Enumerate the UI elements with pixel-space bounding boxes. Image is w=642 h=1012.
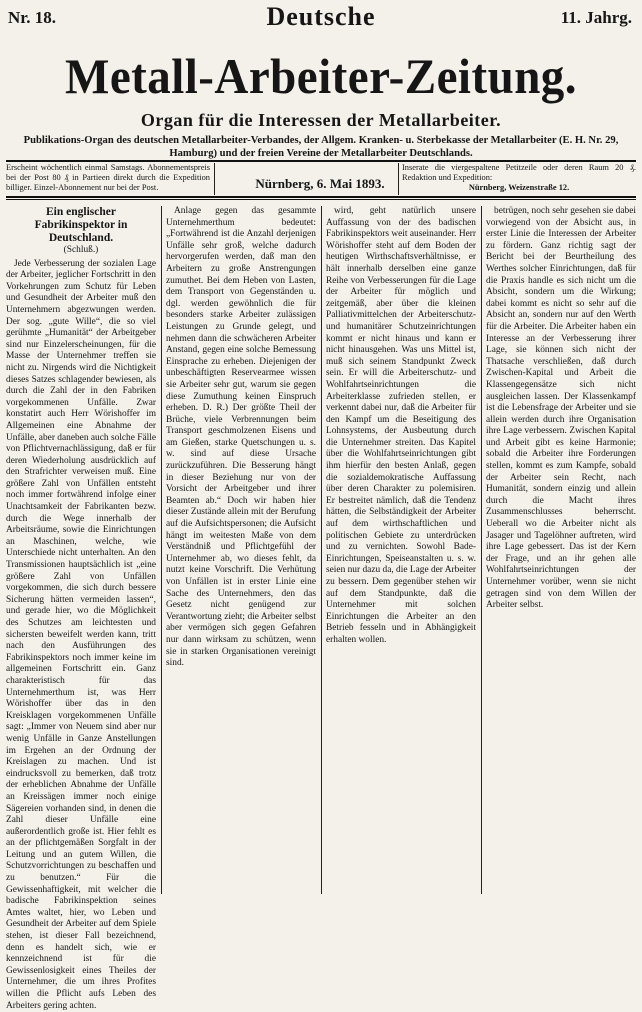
column-text: Jede Verbesserung der sozialen Lage der Arbeiter, jeglicher Fortschritt in den Vorkehrungen zum Schutz für Leben und Gesundheit der Arbeiter muß den Unternehmern abgezwungen werden. Der sog. „gute Wille“, die so viel gerühmte „Humanität“ der Arbeitgeber sind nur Einzelerscheinungen, für die Masse der Unternehmer treffen sie nicht zu. Nirgends wird die Nichtigkeit dieses Satzes schlagender bewiesen, als durch die Zahl der in den Fabriken vorgekommenen Unfälle. Zwar konstatirt auch Herr Wörishoffer im Allgemeinen eine Abnahme der Unfälle, aber daneben auch solche Fälle von Pflichtvernachlässigung, daß er für deren Wiederholung ausdrücklich auf den Strafrichter verweisen muß. Eine größere Zahl von Unfällen entsteht noch immer fortwährend infolge einer Unachtsamkeit der Fabrikanten bezw. durch die Wege innerhalb der Arbeitsräume, sowie die Einrichtungen an Maschinen, welche, wie Unterschiede nicht unterhalten. An den Transmissionen hauptsächlich ist „eine größere Zahl von Unfällen vorgekommen, die sich durch bessere Sicherung hätten vermeiden lassen“, und gerade hier, wo die Möglichkeit des Schutzes am leichtesten und sichersten beweifelt werden kann, tritt nach den Ausführungen des Fabrikinspektors noch immer keine im allgemeinen Fortschritt ein. Ganz charakteristisch für das Unternehmerthum ist, was Herr Wörishoffer über das in den Kreisklagen vorgekommenen Unfälle sagt: „Immer von Neuem sind aber nur wenig Unfälle in Ganze Anstellungen im Ergehen an der Ordnung der Kreislagen zu machen. Und ist eindrucksvoll zu bemerken, daß trotz der erheblichen Abnahme der Unfälle an Kreissägen immer noch einige Sägereien vorhanden sind, in denen die Zahl dieser Unfälle eine außerordentlich große ist. Hier fehlt es an der pflichtgemäßen Sorgfalt in der Leitung und an gutem Willen, die Schutzvorrichtungen zu beschaffen und zu benutzen.“ Für die Gewissenhaftigkeit, mit welcher die badische Fabrikinspektion seines Amtes waltet, hier, wo Leben und Gesundheit der Arbeiter auf dem Spiele stehen, ist dieser Fall bezeichnend, denn es handelt sich, wie er kennzeichnend ist für die Gewissenlosigkeit eines Theiles der Unternehmer, die um ihres Profites willen die Pflicht aufs Leben des Arbeiters gering achten. [6, 258, 156, 1011]
masthead-kicker: Deutsche [266, 2, 376, 31]
masthead-title: Metall-Arbeiter-Zeitung. [64, 48, 578, 104]
subscription-info: Erscheint wöchentlich einmal Samstags. Abonnementspreis bei der Post 80 ₰ in Partieen direkt durch die Expedition billiger. Einzel-Abonnement nur bei der Post. [6, 163, 210, 192]
info-divider-right [398, 163, 399, 195]
column-rule-1 [161, 206, 162, 894]
article-title: Ein englischer Fabrikinspektor in Deutschland. [34, 206, 128, 244]
column-rule-3 [481, 206, 482, 894]
header-rule-bottom-thin [6, 199, 636, 200]
column-text: Anlage gegen das gesammte Unternehmerthum bedeutet: „Fortwährend ist die Anzahl derjenigen Unfälle sehr groß, welche dadurch hervorgerufen werden, daß man den Arbeitern zu große Anstrengungen zumuthet. Bei dem Heben von Lasten, dem Transport von Gegenständen u. dgl. werden gewöhnlich die für besonders starke Arbeiter zulässigen Leistungen zu Grunde gelegt, und nehmen dann die schwächeren Arbeiter Anstand, gegen eine solche Bemessung Einsprache zu erheben. Diejenigen der unbeschäftigten Reservearmee wissen sie Arbeiter sehr gut, warum sie gegen diese Zumuthung keinen Einspruch erheben. D. R.) Der größte Theil der Brüche, viele Verbrennungen beim Transport geschmolzenen Eisens und am Gießen, starke Quetschungen u. s. w. sind auf diese Ursache zurückzuführen. Die Besserung hängt in dieser Beziehung nur von der Vorsicht der Arbeitgeber und ihrer Beamten ab.“ Doch wir haben hier dieser Zustände allein mit der Berufung auf die Aufsichtspersonen; die Aufsicht hängt im weitesten Maße von dem Verständniß und Pflichtgefühl der Unternehmer ab, wo dieses fehlt, da nutzt keine Vorschrift. Die Verhütung von Unfällen ist in erster Linie eine Sache des Unternehmers, den das Gesetz nicht genügend zur Verantwortung zieht; die Arbeiter selbst aber vermögen sich gegen Gefahren nur dann wirksam zu schützen, wenn sie in starken Organisationen vereinigt sind. [166, 206, 316, 669]
dateline: Nürnberg, 6. Mai 1893. [255, 176, 385, 191]
column-rule-2 [321, 206, 322, 894]
column-text: betrügen, noch sehr gesehen sie dabei vorwiegend von der Absicht aus, in erster Linie die Interessen der Arbeiter zu fördern. Ganz richtig sagt der Bericht bei der Beurtheilung des Werthes solcher Einrichtungen, daß für die Praxis handle es sich nicht um die Absicht, sondern um die Wirkung; dabei kommt es nicht so sehr auf die Absicht an, sondern nur auf den Werth für die Arbeiter. Die Arbeiter haben ein Interesse an der Verbesserung ihrer Lage, sie können sich nicht der Thatsache verschließen, daß durch Zwischen-Kapital und Arbeit die Klassengegensätze sich nicht ausgleichen lassen. Der Klassenkampf ist die Lebensfrage der Arbeiter und sie allein werden durch ihre Organisation ihre Lage verbessern. Zwischen Kapital und Arbeit gibt es keine Harmonie; sobald die Arbeiter ihre Forderungen stellen, kommt es zum Kampfe, sobald der Arbeiter sein Recht, nach Humanität, sondern einzig und allein durch die Macht ihres Zusammenschlusses beherrscht. Ueberall wo die Arbeiter nicht als Jasager und Tagelöhner auftreten, wird ihre Lage gebessert. Das ist der Kern der Frage, und an ihr gehen alle Wohlfahrtseinrichtungen der Unternehmer vorüber, wenn sie nicht getragen sind von dem Willen der Arbeiter selbst. [486, 206, 636, 611]
volume-year: 11. Jahrg. [560, 8, 632, 27]
editorial-address: Nürnberg, Weizenstraße 12. [468, 183, 570, 192]
article-subtitle: (Schluß.) [63, 245, 99, 255]
info-divider-left [214, 163, 215, 195]
column-2 [166, 206, 316, 896]
advertising-text: Inserate die viergespaltene Petitzeile oder deren Raum 20 ₰. Redaktion und Expedition: [402, 163, 636, 182]
header-rule-top [6, 160, 636, 162]
column-1 [6, 206, 156, 1011]
column-text: wird, geht natürlich unsere Auffassung von der des badischen Fabrikinspektors weit auseinander. Herr Wörishoffer steht auf dem Boden der heutigen Wirthschaftsverhältnisse, er hält innerhalb derselben eine ganze Reihe von Verbesserungen für die Lage der Arbeiter für möglich und zeitgemäß, aber über die kleinen Palliativmittelchen der Arbeiterschutz- und humanitärer Schutzeinrichtungen kommt er nicht hinaus und kann er nicht hinausgehen. Was uns Mittel ist, muß sich seinem Standpunkt Zweck sein. Er will die Arbeiterschutz- und Wohlfahrtseinrichtungen die Arbeiterklasse zufrieden stellen, er verkennt dabei nur, daß die Arbeiter für den Kampf um die Beseitigung des Lohnsystems, der Ausbeutung durch die Unternehmer streiten. Das Kapitel über die Wohlfahrtseinrichtungen gibt ihm hierfür den besten Anlaß, gegen die sozialdemokratische Auffassung über deren Charakter zu polemisiren. Er bestreitet nämlich, daß die Tendenz hätten, die Selbständigkeit der Arbeiter auf dem wirthschaftlichen und politischen Gebiete zu unterdrücken und zu vernichten. Sowohl Bade-Einrichtungen, Speiseanstalten u. s. w. seien nur dazu da, die Lage der Arbeiter zu bessern. Dem gegenüber stehen wir auf dem Standpunkte, daß die Unternehmer mit solchen Einrichtungen die Arbeiter an den Betrieb fesseln und in Abhängigkeit erhalten wollen. [326, 206, 476, 645]
publication-line: Publikations-Organ des deutschen Metallarbeiter-Verbandes, der Allgem. Kranken- u. Sterbekasse der Metallarbeiter (E. H. Nr. 29, Hamburg) und der freien Vereine der Metallarbeiter Deutschlands. [23, 135, 619, 159]
column-3 [326, 206, 476, 896]
advertising-info [402, 163, 636, 193]
header-rule-bottom [6, 196, 636, 198]
masthead-subtitle: Organ für die Interessen der Metallarbeiter. [140, 110, 502, 130]
issue-number: Nr. 18. [8, 8, 57, 27]
column-4 [486, 206, 636, 896]
